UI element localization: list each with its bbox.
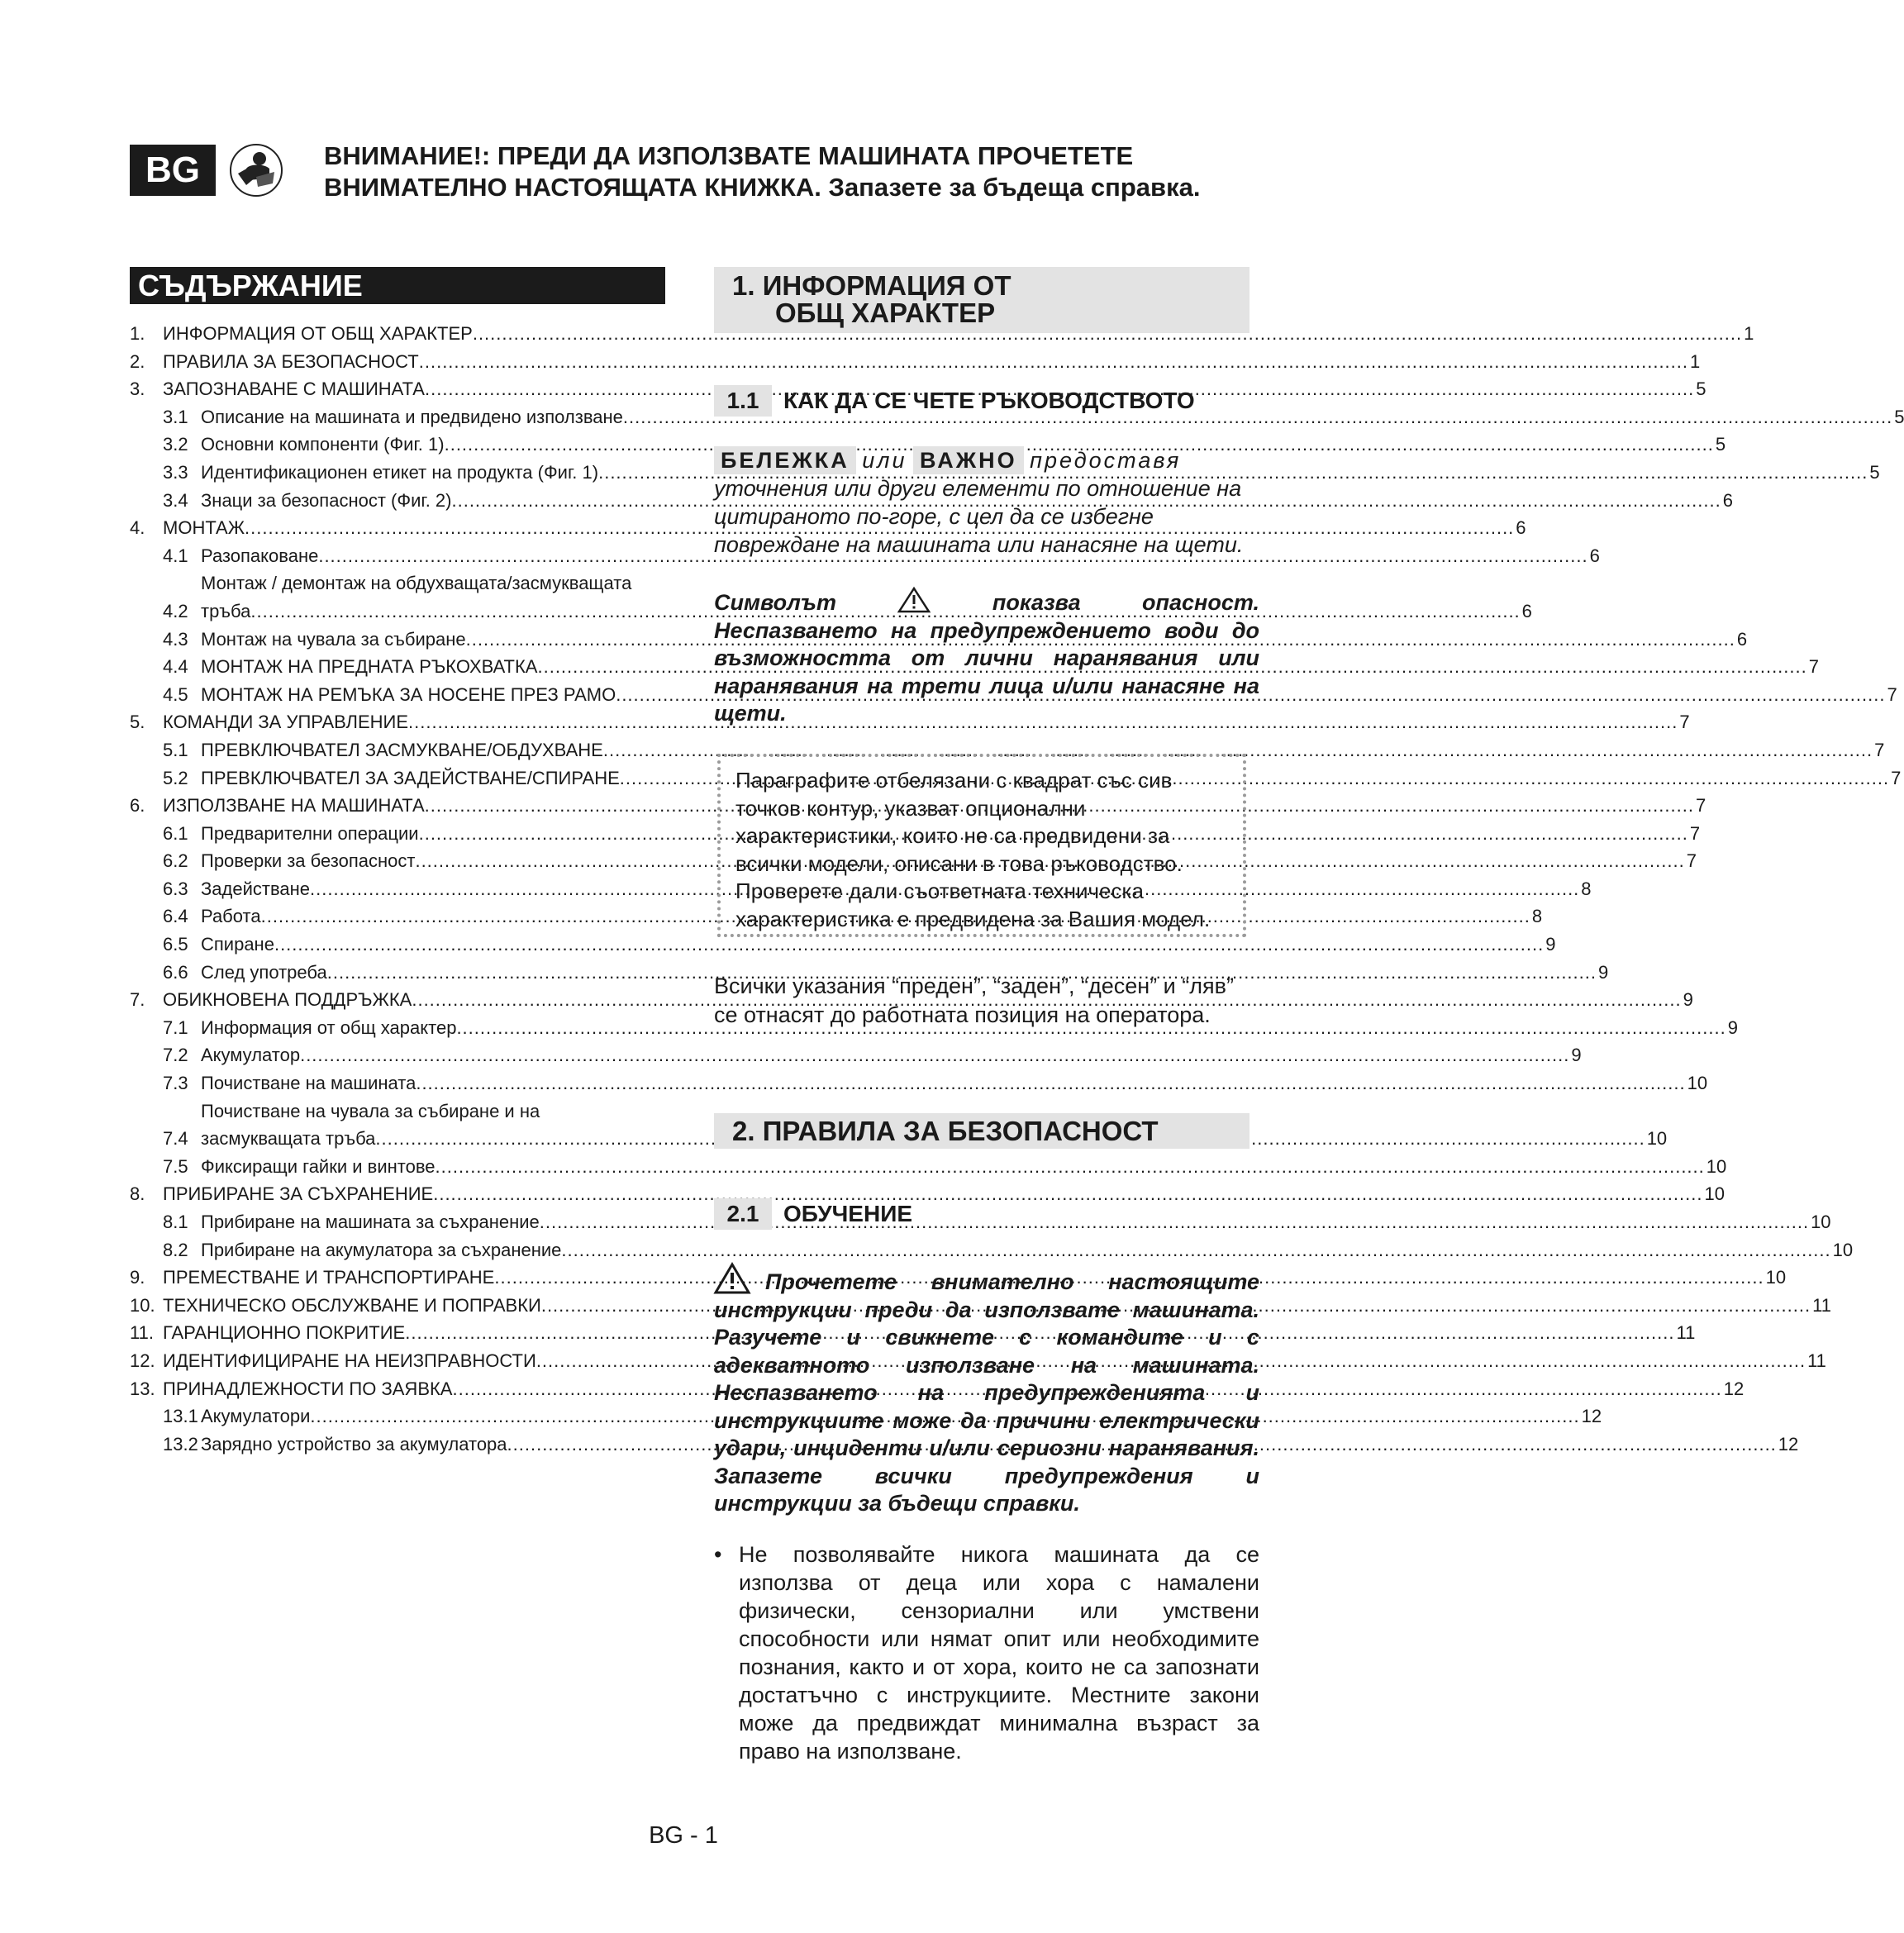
toc-entry-page: 7: [1891, 767, 1902, 788]
toc-entry-number: 7.2: [163, 1045, 188, 1066]
toc-entry: [130, 875, 1592, 903]
toc-entry-page: 9: [1727, 1016, 1738, 1038]
toc-entry-page: 12: [1581, 1406, 1602, 1427]
section-1-title: [714, 267, 1250, 333]
toc-entry-label: ТЕХНИЧЕСКО ОБСЛУЖВАНЕ И ПОПРАВКИ: [163, 1294, 541, 1316]
subsection-number: 2.1: [714, 1198, 772, 1230]
toc-entry-page: 10: [1811, 1212, 1831, 1232]
toc-entry-number: 2.: [130, 350, 145, 372]
subsection-2-1: [714, 1198, 912, 1230]
toc-entry-page: 1: [1690, 350, 1701, 372]
toc-entry-label: Акумулатор: [201, 1045, 301, 1066]
toc-entry-page: 10: [1706, 1155, 1727, 1177]
toc-entry: [130, 931, 1556, 959]
toc-entry-label: ЗАПОЗНАВАНЕ С МАШИНАТА: [163, 379, 425, 400]
toc-entry-label: КОМАНДИ ЗА УПРАВЛЕНИЕ: [163, 712, 409, 733]
toc-entry-page: 6: [1736, 628, 1748, 650]
toc-entry-number: 6.6: [163, 961, 188, 983]
toc-entry-page: 12: [1778, 1433, 1799, 1455]
bullet-item: [714, 1540, 1259, 1765]
toc-entry-label: ПРИНАДЛЕЖНОСТИ ПО ЗАЯВКА: [163, 1378, 453, 1399]
header-warning-line2: ВНИМАТЕЛНО НАСТОЯЩАТА КНИЖКА. Запазете за бъдеща справка.: [324, 173, 1201, 202]
toc-entry-number: 13.: [130, 1378, 155, 1399]
toc-entry-number: 13.1: [163, 1406, 198, 1427]
toc-entry-number: 5.1: [163, 739, 188, 760]
subsection-title: КАК ДА СЕ ЧЕТЕ РЪКОВОДСТВОТО: [783, 388, 1195, 413]
toc-entry-page: 10: [1832, 1239, 1854, 1260]
toc-entry-number: 5.: [130, 712, 145, 733]
toc-entry-number: 11.: [130, 1322, 154, 1344]
toc-entry-page: 5: [1869, 461, 1880, 483]
toc-entry-label: Фиксиращи гайки и винтове: [201, 1155, 436, 1177]
toc-entry-page: 11: [1676, 1322, 1696, 1344]
toc-entry-label: Акумулатори: [201, 1406, 311, 1427]
toc-entry-page: 6: [1516, 517, 1526, 539]
subsection-number: 1.1: [714, 385, 772, 417]
toc-entry-page: 7: [1887, 683, 1897, 705]
toc-entry-label: Проверки за безопасност: [201, 850, 416, 872]
toc-entry: [130, 902, 1543, 931]
toc-entry: [130, 1180, 1725, 1208]
important-keyword: ВАЖНО: [913, 446, 1024, 474]
toc-entry: [130, 403, 1904, 431]
toc-entry-number: 3.2: [163, 434, 188, 455]
toc-entry-number: 7.5: [163, 1155, 188, 1177]
directions-paragraph: Всички указания “преден”, “заден”, “десен” и “ляв” се отнасят до работната позиция на оператора.: [714, 974, 1234, 1027]
toc-entry-page: 7: [1874, 739, 1885, 760]
toc-entry-page: 9: [1683, 989, 1693, 1011]
toc-entry-label: Предварителни операции: [201, 822, 419, 844]
note-paragraph: [714, 446, 1259, 559]
toc-entry-label: Работа: [201, 906, 261, 927]
toc-entry: [130, 1264, 1787, 1292]
toc-entry-page: 7: [1686, 850, 1697, 872]
toc-entry-label: ПРЕМЕСТВАНЕ И ТРАНСПОРТИРАНЕ: [163, 1267, 495, 1288]
toc-entry: [130, 626, 1748, 654]
toc-entry-label: Прибиране на машината за съхранение: [201, 1212, 540, 1232]
toc-entry-number: 6.4: [163, 906, 188, 927]
toc-entry-label: ИЗПОЛЗВАНЕ НА МАШИНАТА: [163, 795, 425, 817]
toc-dot-leader: [561, 1236, 1830, 1264]
danger-paragraph: [714, 587, 1259, 728]
toc-entry: [130, 820, 1701, 848]
toc-entry-label: ОБИКНОВЕНА ПОДДРЪЖКА: [163, 989, 412, 1011]
toc-entry-page: 9: [1545, 934, 1556, 955]
toc-entry-page: 10: [1687, 1073, 1708, 1094]
note-or: или: [862, 448, 907, 473]
toc-entry-page: 7: [1695, 795, 1706, 817]
toc-entry-label: Задействане: [201, 878, 311, 899]
page-number: BG - 1: [649, 1822, 718, 1849]
toc-entry-page: 11: [1807, 1350, 1826, 1371]
toc-entry-label: ПРИБИРАНЕ ЗА СЪХРАНЕНИЕ: [163, 1183, 434, 1205]
toc-entry-page: 7: [1689, 822, 1701, 844]
toc-entry-page: 10: [1646, 1128, 1668, 1150]
toc-entry: [130, 487, 1733, 515]
toc-entry-number: 7.: [130, 989, 145, 1011]
toc-entry-number: 3.1: [163, 406, 188, 427]
toc-entry: [130, 1014, 1738, 1042]
toc-entry: [130, 542, 1600, 570]
toc-entry-number: 6.: [130, 795, 145, 817]
toc-entry: [130, 1402, 1602, 1431]
optional-text: Параграфите отбелязани с квадрат със сив точков контур, указват опционални характеристики, които не са предвидени за всички модели, описани в това ръководство. Проверете дали съответната техническа характеристика е предвидена за Вашия модел.: [735, 768, 1211, 931]
toc-entry: [130, 431, 1726, 459]
toc-entry-page: 11: [1812, 1294, 1831, 1316]
toc-entry-number: 1.: [130, 323, 145, 344]
bullet-marker: •: [714, 1542, 722, 1567]
toc-entry-page: 12: [1723, 1378, 1745, 1399]
training-paragraph: [714, 1263, 1259, 1518]
header-warning: [324, 140, 1233, 203]
toc-entry-number: 4.5: [163, 683, 188, 705]
toc-entry-page: 7: [1679, 712, 1690, 733]
toc-dot-leader: [419, 348, 1688, 376]
toc-entry-number: 7.1: [163, 1016, 188, 1038]
toc-entry-number: 6.2: [163, 850, 188, 872]
toc-entry-page: 10: [1704, 1183, 1725, 1205]
toc-entry: [130, 1319, 1696, 1347]
toc-entry-number: 6.5: [163, 934, 188, 955]
toc-entry-number: 12.: [130, 1350, 155, 1371]
toc-entry-label: ГАРАНЦИОННО ПОКРИТИЕ: [163, 1322, 406, 1344]
toc-dot-leader: [433, 1180, 1702, 1208]
toc-entry-label: Информация от общ характер: [201, 1016, 457, 1038]
book-reading-icon: [228, 144, 284, 197]
optional-features-box: [717, 754, 1246, 937]
toc-entry-number: 3.3: [163, 461, 188, 483]
toc-entry-label: Спиране: [201, 934, 274, 955]
toc-entry-page: 9: [1598, 961, 1609, 983]
toc-dot-leader: [416, 1069, 1685, 1097]
toc-entry-label: Монтаж на чувала за събиране: [201, 628, 466, 650]
toc-entry-label-cont: засмукващата тръба: [201, 1128, 376, 1150]
toc-entry: [130, 514, 1526, 542]
toc-entry-page: 7: [1808, 656, 1819, 678]
toc-dot-leader: [300, 1041, 1569, 1069]
toc-entry-label-cont: тръба: [201, 600, 251, 621]
danger-after: показва опасност. Неспазването на предупреждението води до възможността от лични наранявания или наранявания на трети лица и/или нанасяне на щети.: [714, 590, 1259, 726]
section-2-title: 2. ПРАВИЛА ЗА БЕЗОПАСНОСТ: [714, 1113, 1250, 1149]
note-text: уточнения или други елементи по отношение на цитираното по-горе, с цел да се избегне повреждане на машината или нанасяне на щети.: [714, 476, 1244, 557]
training-text: Прочетете внимателно настоящите инструкции преди да използвате машината. Разучете и свикнете с командите и с адекватното използване на машината. Неспазването на предупрежденията и инструкциите може да причини електрически удари, инциденти и/или сериозни наранявания. Запазете всички предупреждения и инструкции за бъдещи справки.: [714, 1269, 1259, 1516]
toc-entry-number: 10.: [130, 1294, 155, 1316]
toc-entry-page: 1: [1744, 323, 1754, 344]
toc-entry: [130, 1041, 1582, 1069]
toc-entry-label: МОНТАЖ НА ПРЕДНАТА РЪКОХВАТКА: [201, 656, 538, 678]
toc-entry-page: 8: [1531, 906, 1543, 927]
toc-entry-page: 5: [1715, 434, 1726, 455]
toc-entry-number: 6.3: [163, 878, 188, 899]
toc-entry: [130, 1431, 1799, 1459]
toc-entry-label: ПРЕВКЛЮЧВАТЕЛ ЗА ЗАДЕЙСТВАНЕ/СПИРАНЕ: [201, 767, 620, 788]
note-keyword: БЕЛЕЖКА: [714, 446, 856, 474]
toc-entry-number: 13.2: [163, 1433, 198, 1455]
toc-entry-number: 6.1: [163, 822, 188, 844]
section-1-title-line2: ОБЩ ХАРАКТЕР: [775, 298, 996, 328]
toc-entry: [130, 1069, 1708, 1097]
warning-triangle-icon: [714, 1263, 750, 1294]
toc-entry-page: 8: [1581, 878, 1592, 899]
bullet-text: Не позволявайте никога машината да се използва от деца или хора с намалени физически, сензориални или умствени способности или нямат опит или необходимите познания, както и от хора, които не са запознати достатъчно с инструкциите. Местните закони може да предвиждат минимална възраст за право на използване.: [739, 1542, 1259, 1764]
toc-entry: [130, 792, 1706, 820]
toc-entry: [130, 736, 1885, 764]
warning-triangle-icon: [897, 587, 931, 613]
toc-entry-label: ИНФОРМАЦИЯ ОТ ОБЩ ХАРАКТЕР: [163, 323, 473, 344]
toc-entry: [130, 708, 1690, 736]
toc-entry-label: МОНТАЖ: [163, 517, 245, 539]
toc-entry-number: 9.: [130, 1267, 145, 1288]
subsection-title: ОБУЧЕНИЕ: [783, 1201, 912, 1226]
toc-entry-number: 4.3: [163, 628, 188, 650]
toc-entry: [130, 1153, 1727, 1181]
toc-entry-label: Разопаковане: [201, 545, 319, 566]
toc-entry-label: МОНТАЖ НА РЕМЪКА ЗА НОСЕНЕ ПРЕЗ РАМО: [201, 683, 616, 705]
toc-entry-number: 4.4: [163, 656, 188, 678]
toc-entry: [130, 653, 1819, 681]
toc-entry-number: 4.: [130, 517, 145, 539]
toc-entry-number: 4.2: [163, 600, 188, 621]
toc-entry-label: Почистване на машината: [201, 1073, 416, 1094]
toc-entry-number: 8.1: [163, 1212, 188, 1232]
toc-entry-number: 5.2: [163, 767, 188, 788]
toc-entry: [130, 1347, 1826, 1375]
subsection-1-1: [714, 385, 1195, 417]
toc-entry-number: 8.: [130, 1183, 145, 1205]
toc-entry: [130, 764, 1902, 793]
toc-entry-page: 6: [1589, 545, 1600, 566]
toc-entry-number: 7.4: [163, 1128, 188, 1150]
toc-entry-label: Описание на машината и предвидено използване: [201, 406, 623, 427]
toc-entry-label: Монтаж / демонтаж на обдухващата/засмукващата: [201, 573, 632, 594]
toc-entry-label: ПРАВИЛА ЗА БЕЗОПАСНОСТ: [163, 350, 419, 372]
toc-entry-label: ИДЕНТИФИЦИРАНЕ НА НЕИЗПРАВНОСТИ: [163, 1350, 536, 1371]
danger-before: Символът: [714, 590, 836, 615]
toc-entry-number: 7.3: [163, 1073, 188, 1094]
toc-entry-page: 6: [1521, 600, 1532, 621]
toc-entry-label: Идентификационен етикет на продукта (Фиг. 1): [201, 461, 599, 483]
toc-entry-label: Знаци за безопасност (Фиг. 2): [201, 489, 452, 511]
toc-entry-number: 3.4: [163, 489, 188, 511]
toc-entry: [130, 1292, 1831, 1320]
toc-entry: [130, 847, 1697, 875]
toc-entry-label: Прибиране на акумулатора за съхранение: [201, 1239, 562, 1260]
toc-entry-label: След употреба: [201, 961, 327, 983]
toc-entry-page: 9: [1571, 1045, 1582, 1066]
toc-entry-page: 6: [1722, 489, 1733, 511]
toc-entry: [130, 1375, 1745, 1403]
header-warning-line1: ВНИМАНИЕ!: ПРЕДИ ДА ИЗПОЛЗВАТЕ МАШИНАТА ПРОЧЕТЕТЕ: [324, 141, 1134, 170]
toc-entry-label: Зарядно устройство за акумулатора: [201, 1433, 507, 1455]
toc-entry-label: Основни компоненти (Фиг. 1): [201, 434, 445, 455]
section-1-title-line1: 1. ИНФОРМАЦИЯ ОТ: [732, 270, 1011, 301]
toc-entry-number: 4.1: [163, 545, 188, 566]
toc-entry-number: 8.2: [163, 1239, 188, 1260]
toc-dot-leader: [436, 1153, 1705, 1181]
toc-entry-label: Почистване на чувала за събиране и на: [201, 1100, 540, 1121]
toc-entry: [130, 348, 1701, 376]
toc-title: СЪДЪРЖАНИЕ: [130, 267, 665, 304]
toc-entry: [130, 959, 1609, 987]
toc-entry-page: 10: [1765, 1267, 1787, 1288]
toc-entry-page: 5: [1894, 406, 1904, 427]
toc-entry: [130, 320, 1754, 348]
toc-entry-number: 3.: [130, 379, 145, 400]
language-badge: BG: [130, 145, 216, 196]
toc-entry-label: ПРЕВКЛЮЧВАТЕЛ ЗАСМУКВАНЕ/ОБДУХВАНЕ: [201, 739, 603, 760]
note-provides: предоставя: [1030, 448, 1182, 473]
toc-entry: [130, 1236, 1854, 1264]
toc-entry: [130, 681, 1897, 709]
toc-entry-page: 5: [1696, 379, 1706, 400]
